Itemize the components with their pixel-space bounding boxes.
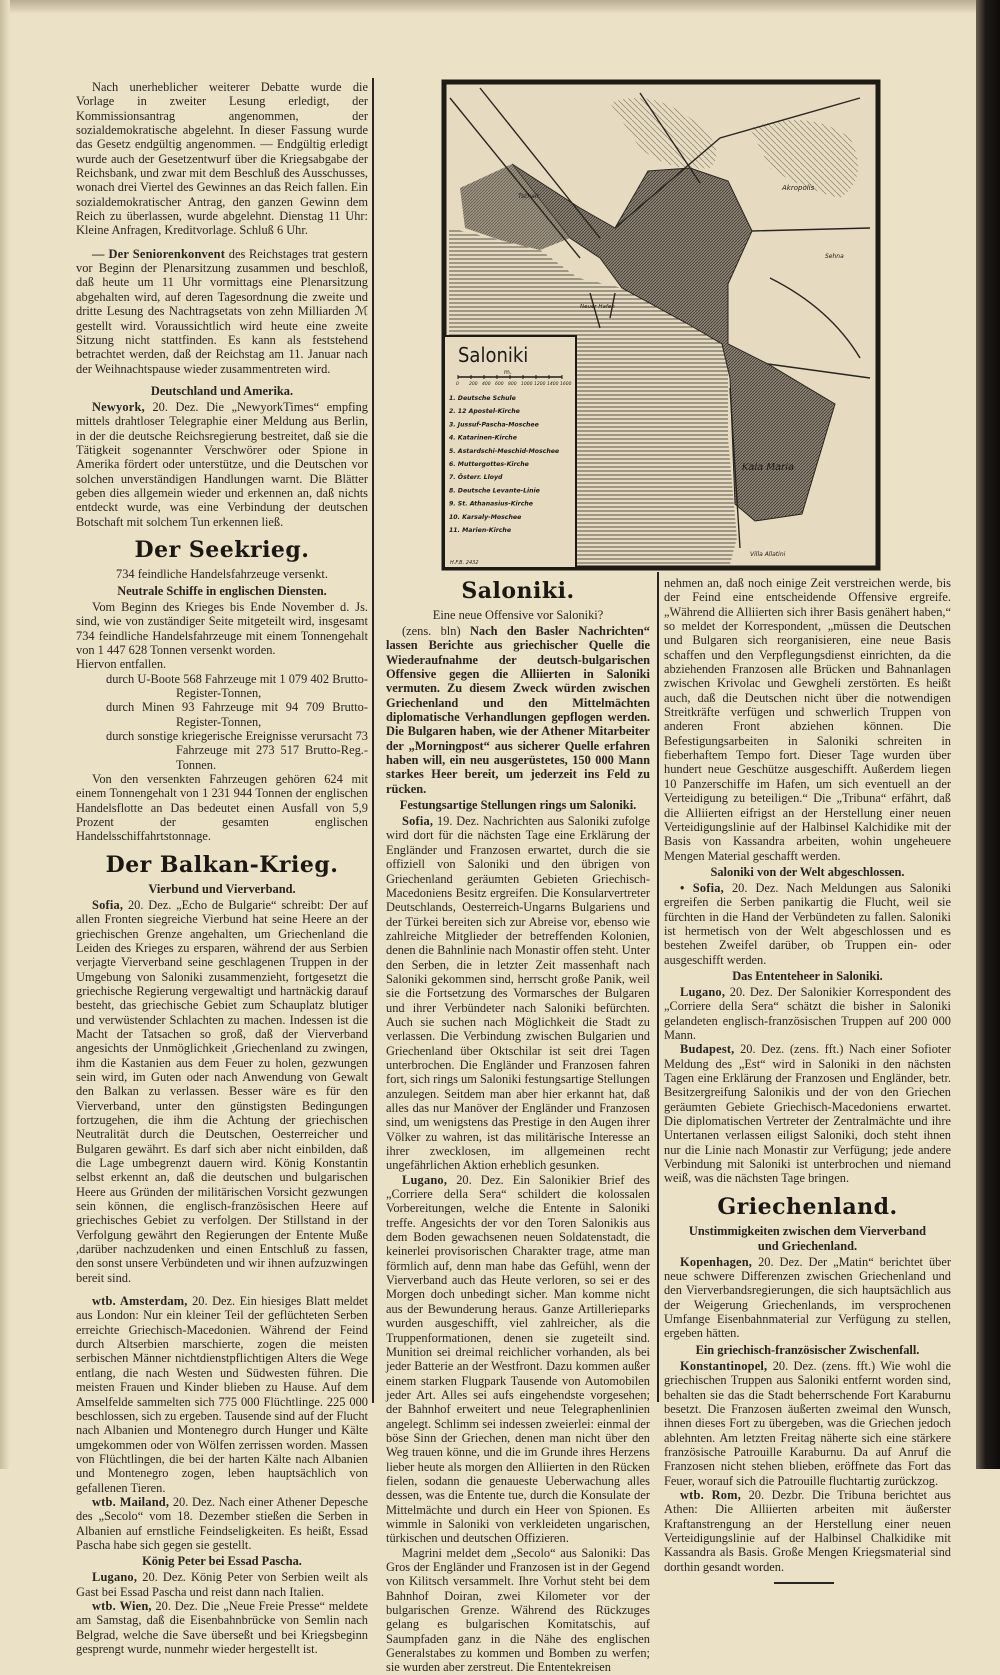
paragraph: Nach unerheblicher weiterer Debatte wurde die Vorlage in zweiter Lesung erledigt, der Kommissionsantrag angenommen, der sozialdemokratische abgelehnt. In dieser Fassung wurde das Gesetz endgültig angenommen. — Endgültig erledigt wurde auch der Gesetzentwurf über die Kriegsabgabe der Reichsbank, und zwar mit dem Beschluß des Ausschusses, wonach drei Viertel des Gewinnes an das Reich fallen. Ein sozialdemokratischer Antrag, den ganzen Gewinn dem Reich zu überlassen, wurde abgelehnt. Dienstag 11 Uhr: Kleine Anfragen, Kreditvorlage. Schluß 6 Uhr. — [76, 80, 368, 238]
map-label-villa: Villa Allatini — [750, 551, 786, 558]
map-legend-item: 4. Katarinen-Kirche — [449, 434, 517, 442]
headline: Der Balkan-Krieg. — [105, 851, 339, 878]
dateline: Sofia, — [402, 814, 434, 829]
subheading: Deutschland und Amerika. — [150, 383, 294, 398]
paragraph — [76, 1570, 368, 1599]
text: 20. Dez. (zens. fft.) Nach einer Sofioter Meldung des „Est“ wird in Saloniki in den nächsten Tagen eine Erklärung der Franzosen und Engländer, betr. Besitzergreifung Salonikis und der von den Griechen geräumten Gebiete Griechisch-Macedoniens erwartet. Die diplomatischen Vertreter der Zentralmächte und ihre Untertanen verlassen eiligst Saloniki, doch steht ihnen nur die Linie nach Monastir zur Verfügung; jede andere Verbindung mit Saloniki ist unterbrochen und niemand weiß, was die nächsten Tage bringen. — [664, 1042, 951, 1186]
dateline: Lugano, — [680, 984, 726, 999]
paragraph — [76, 247, 368, 376]
paragraph — [664, 985, 951, 1042]
map-scale-label: 1000 — [521, 382, 533, 387]
text: 20. Dez. Nach Meldungen aus Saloniki ergreifen die Serben panikartig die Flucht, weil sie fürchten in die Hand der Verbündeten zu fallen. Saloniki ist hermetisch von der Welt abgeschlossen und es bestehen Zweifel darüber, ob Truppen ein- oder ausgeschifft werden. — [664, 880, 952, 967]
paragraph — [664, 1488, 951, 1574]
dateline: Sofia, — [92, 897, 124, 912]
text: 20. Dez. Die „Neue Freie Presse“ meldete am Samstag, daß die Eisenbahnbrücke von Semlin nach Belgrad, welche die Save überseßt und bei Kriegsbeginn gesprengt wurde, nunmehr wieder hergestellt ist. — [76, 1598, 368, 1656]
paragraph: Von den versenkten Fahrzeugen gehören 624 mit einem Tonnengehalt von 1 231 944 Tonnen der englischen Handelsflotte an Das bedeutet einen Ausfall von 5,9 Prozent der gesamten englischen Handelsschiffahrtstonnage. — [76, 772, 368, 844]
dateline: Kopenhagen, — [680, 1254, 753, 1269]
map-legend-item: 11. Marien-Kirche — [449, 527, 512, 534]
list-item: durch Minen 93 Fahrzeuge mit 94 709 Brutto-Register-Tonnen, — [106, 700, 368, 729]
paragraph: nehmen an, daß noch einige Zeit verstreichen werde, bis der Feind eine entscheidende Offensive ergreife. „Während die Alliierten sich ihrer Basis genähert haben,“ so meldet der Korrespondent, „müssen die Deutschen und Bulgaren sich reorganisieren, eine neue Basis schaffen und den Verpflegungsdienst einrichten, da die abziehenden Franzosen alle Brücken und Bahnanlagen zwischen Krivolac und Gewgheli zerstörten. Es heißt auch, daß die Deutschen nicht über die notwendigen Streitkräfte verfügen und schwerlich Truppen von anderen Front abziehen können. Die Befestigungsarbeiten in Saloniki schreiten in fieberhaftem Tempo fort. Dieser Tage wurden über hundert neue Geschütze ausgeschifft. Außerdem liegen 10 Panzerschiffe im Hafen, um sich eventuell an der Verteidigung zu beteiligen.“ Die „Tribuna“ erfährt, daß die Alliierten eifrigst an der Herstellung einer neuen Verteidigungslinie auf der Halbinsel Kalchidike mit der Basis von Kassandra arbeiten, wohin ungeheuere Mengen Material geschafft werden. — [664, 576, 951, 863]
map-label-sehna: Sehna — [825, 253, 844, 260]
subheading: Das Ententeheer in Saloniki. — [732, 968, 883, 983]
text: 20. Dez. Der „Matin“ berichtet über neue schwere Differenzen zwischen Griechenland und den Vierverbandsregierungen, die sich hauptsächlich aus der Weigerung Griechenlands, im versprochenen Umfange Eisenbahnmaterial zur Verfügung zu stellen, ergeben hätten. — [664, 1254, 951, 1341]
map-legend-item: 3. Jussuf-Pascha-Moschee — [449, 421, 539, 429]
text: 20. Dez. Ein hiesiges Blatt meldet aus London: Nur ein kleiner Teil der geflüchteten Serben erreichte Griechisch-Macedonien. Während der Feind durch Altserbien marschierte, zogen die meisten serbischen Männer nichtdienstpflichtigen Alters die Wege entlang, die nach Westen und Südwesten führen. Die meisten Frauen und Kinder blieben zu Hause. Auf dem Amselfelde sammelten sich 775 000 Flüchtlinge. 225 000 beschlossen, sich zu ergeben. Tausende sind auf der Flucht nach Albanien und Montenegro durch Hunger und Kälte umgekommen oder von Wölfen zerrissen worden. Massen von Flüchtlingen, die bei der harten Kälte nach Albanien und Montenegro zogen, leben hauptsächlich von gefallenen Tieren. — [76, 1294, 368, 1495]
dateline: Lugano, — [92, 1570, 138, 1585]
paragraph — [76, 400, 368, 529]
subheading: Eine neue Offensive vor Saloniki? — [432, 608, 604, 622]
map-label-akropolis: Akropolis — [782, 184, 815, 192]
map-scale-label: 800 — [508, 382, 517, 387]
text: 20. Dez. (zens. fft.) Wie wohl die griechischen Truppen aus Saloniki entfernt worden sind, behalten sie das die Stadt beherrschende Fort Karaburnu besetzt. Die Franzosen äußerten zweimal den Wunsch, ihnen dieses Fort zu übergeben, was die Griechen jedoch ablehnten. Am letzten Freitag näherte sich eine stärkere französische Patrouille Karaburnu. Da auf Anruf die Franzosen nicht stehen blieben, eröffnete das Fort das Feuer, worauf sich die Patrouille fluchtartig zurückzog. — [664, 1358, 951, 1488]
map-label-hafen: Neuer Hafen — [580, 304, 615, 310]
dateline: wtb. Amsterdam, — [92, 1294, 188, 1309]
page-edge-right — [976, 0, 1000, 1469]
text: Nach den Basler Nachrichten“ lassen Berichte aus griechischer Quelle die Wiederaufnahme der deutsch-bulgarischen Offensive gegen die Alliierten in Saloniki vermuten. Zu diesem Zweck würden zwischen Griechenland und den Mittelmächten diplomatische Verhandlungen gepflogen werden. Die Bulgaren haben, wie der Athener Mitarbeiter der „Morningpost“ aus sicherer Quelle erfahren haben will, ein neu ausgerüstetes, 150 000 Mann starkes Heer bereit, um jederzeit ins Feld zu rücken. — [386, 624, 650, 796]
dateline: wtb. Wien, — [92, 1598, 152, 1613]
subheading: Unstimmigkeiten zwischen dem Vierverband und Griechenland. — [688, 1223, 927, 1253]
map-legend-item: 7. Österr. Lloyd — [449, 474, 503, 482]
saloniki-map — [440, 78, 882, 572]
map-legend-item: 9. St. Athanasius-Kirche — [449, 500, 533, 508]
map-legend-item: 2. 12 Apostel-Kirche — [449, 408, 520, 416]
paragraph: Hiervon entfallen. — [76, 657, 167, 672]
headline: Griechenland. — [717, 1193, 898, 1220]
map-scale-unit: m. — [504, 369, 512, 376]
text: 20. Dez. Der Salonikier Korrespondent des „Corriere della Sera“ schätzt die bisher in Saloniki gelandeten englisch-französischen Truppen auf 200 000 Mann. — [664, 984, 951, 1042]
text: des Reichstages trat gestern vor Beginn der Plenarsitzung zusammen und beschloß, daß heute um 11 Uhr vormittags eine Plenarsitzung abgehalten wird, auf deren Tagesordnung die zweite und dritte Lesung des Nachtragsetats von zehn Milliarden ℳ gestellt wird. Voraussichtlich wird heute eine zweite Sitzung nicht stattfinden. Es kann als feststehend betrachtet werden, daß der Reichstag am 11. Januar nach der Weihnachtspause wieder zusammentreten wird. — [76, 246, 368, 376]
map-scale-label: 1600 — [560, 382, 572, 387]
text: 20. Dez. Nach einer Athener Depesche des „Secolo“ vom 18. Dezember stießen die Serben in Albanien auf ernstliche Feindseligkeiten. Es heißt, Essad Pascha habe sich gegen sie gestellt. — [76, 1494, 368, 1552]
text: 20. Dez. „Echo de Bulgarie“ schreibt: Der auf allen Fronten siegreiche Vierbund hat seine Heere an der griechischen Grenze angehalten, um Griechenland die Leiden des Krieges zu ersparen, während der aus Serbien verjagte Vierverband seine geschlagenen Truppen in der Umgebung von Saloniki zusammenzieht, fortgesetzt die griechische Regierung vergewaltigt und hartnäckig darauf besteht, das griechische Gebiet zum Schauplatz blutiger und verwüstender Schlachten zu machen. Indessen ist die Macht der Tatsachen so groß, daß der Vierverband angesichts der Unmöglichkeit ,Griechenland zu zwingen, ihm die Kastanien aus dem Feuer zu holen, gezwungen sein wird, im Guten oder nach Anwendung von Gewalt den Balkan zu verlassen. Besser wäre es für den Vierverband, unter den günstigsten Bedingungen fortzugehen, die ihm die Achtung der griechischen Neutralität durch die Deutschen, Oesterreicher und Bulgaren gewährt. Es darf sich aber nicht einbilden, daß die Lage umbegrenzt dauern wird. König Konstantin selbst erkennt an, daß die deutschen und bulgarischen Heere aus Gründen der militärischen Vorsicht gezwungen sein können, die englisch-französischen Heere auf griechisches Gebiet zu verfolgen. Der Stillstand in der Verfolgung gewährt den Regierungen der Entente Muße ,darüber nachzudenken und einen Entschluß zu fassen, den sonst unsere Verbündeten und wir ihnen aufzuzwingen bereit sind. — [76, 897, 368, 1285]
column-rule — [657, 572, 659, 1402]
map-scale-label: 1200 — [534, 382, 546, 387]
map-scale-label: 0 — [456, 382, 459, 387]
map-label-kala-maria: Kala Maria — [742, 462, 795, 473]
subheading: König Peter bei Essad Pascha. — [142, 1554, 302, 1569]
left-column — [76, 80, 368, 1656]
paragraph — [76, 1599, 368, 1656]
map-label-tschair: Tschair — [518, 193, 539, 200]
lead: — Der Seniorenkonvent — [92, 246, 226, 261]
column-rule — [372, 78, 374, 1403]
dateline: Budapest, — [680, 1042, 735, 1057]
map-scale-label: 1400 — [547, 382, 559, 387]
map-legend-item: 6. Muttergottes-Kirche — [449, 461, 529, 468]
headline: Der Seekrieg. — [134, 536, 310, 563]
subheading: Ein griechisch-französischer Zwischenfall. — [695, 1342, 920, 1357]
end-rule — [774, 1582, 834, 1584]
subheading: Neutrale Schiffe in englischen Diensten. — [117, 583, 327, 598]
dateline: wtb. Rom, — [680, 1487, 742, 1502]
paragraph: Magrini meldet dem „Secolo“ aus Saloniki: Das Gros der Engländer und Franzosen ist in der Gegend von Kilitsch versammelt. Ihre Vorhut steht bei dem Bahnhof Doiran, zwei Kilometer vor der bulgarischen Grenze. Während des Rückzuges gelang es bulgarischen Komitatschis, auf Saumpfaden ganz in die Nähe des englischen Generalstabes zu kommen und Bomben zu werfen; sie wurden aber zerstreut. Die Ententekreisen — [386, 1545, 650, 1675]
map-legend-item: 10. Karsaly-Moschee — [449, 513, 522, 521]
dateline: wtb. Mailand, — [92, 1494, 170, 1509]
dateline: Lugano, — [402, 1172, 448, 1187]
paragraph — [76, 1294, 368, 1495]
page-edge-top — [0, 0, 1000, 14]
list-item: durch sonstige kriegerische Ereignisse verursacht 73 Fahrzeuge mit 273 517 Brutto-Reg.-Tonnen. — [106, 729, 368, 772]
text: 19. Dez. Nachrichten aus Saloniki zufolge wird dort für die nächsten Tage eine Erklärung der Engländer und Franzosen erwartet, durch die sie offiziell von Saloniki und den übrigen von Griechenland geräumten Gebieten Griechisch-Macedoniens Besitz ergreifen. Die Konsularvertreter Deutschlands, Oesterreich-Ungarns Bulgariens und der Türkei bereiten sich zur Abreise vor, ebenso wie zahlreiche Mitglieder der betreffenden Kolonien, denen die Bahnlinie nach Monastir offen steht. Unter den Serben, die in letzter Zeit massenhaft nach Saloniki gekommen sind, herrscht große Panik, weil sie die Fortsetzung des Vormarsches der Bulgaren und ihrer Verbündeter nach Saloniki befürchten. Auch sie suchen nach Möglichkeit die Stadt zu verlassen. Die Verbindung zwischen Bulgarien und Griechenland über Oktschilar ist seit drei Tagen unterbrochen. Die Engländer und Franzosen fahren fort, sich rings um Saloniki festungsartige Stellungen anzulegen. Seitdem man aber hier erkannt hat, daß alles das nur Manöver der Engländer und Franzosen sind, um wenigstens das Prestige in den Augen ihrer Völker zu wahren, ist das militärische Interesse an ihrer zwecklosen, im allgemeinen recht ungefährlichen Aktion erheblich gesunken. — [386, 814, 650, 1173]
paragraph — [76, 1495, 368, 1552]
headline: Saloniki. — [461, 578, 575, 604]
map-scale-label: 200 — [469, 382, 478, 387]
dateline: (zens. bln) — [402, 624, 461, 638]
dateline: Konstantinopel, — [680, 1358, 768, 1373]
subheading: Saloniki von der Welt abgeschlossen. — [710, 864, 905, 879]
map-scale-label: 400 — [482, 382, 491, 387]
text: 20. Dez. Die „NewyorkTimes“ empfing mittels drahtloser Telegraphie einer Meldung aus Berlin, in der die deutsche Reichsregierung bestreitet, daß sie die Tätigkeit sogenannter Verschwörer oder Spione in Amerika fördert oder unterstütze, und die Deutschen vor solchen unverständigen Handlungen warnt. Die Blätter geben dies allgemein wieder und erkennen an, daß nichts entdeckt wurde, was eine Verbindung der deutschen Botschaft mit solchem Tun erkennen ließ. — [76, 399, 368, 529]
paragraph — [664, 881, 951, 967]
middle-column — [386, 576, 650, 1675]
map-legend-item: 5. Astardschi-Meschid-Moschee — [449, 447, 560, 455]
map-code: H.F.B. 2432 — [450, 560, 479, 566]
text: 20. Dezbr. Die Tribuna berichtet aus Athen: Die Alliierten arbeiten mit äußerster Kraftanstrengung an der Herstellung einer neuen Verteidigungslinie auf der Halbinsel Chalkidike mit Kassandra als Basis. Große Mengen Kriegsmaterial sind dorthin gesandt worden. — [664, 1487, 951, 1574]
dateline: • Sofia, — [680, 880, 724, 895]
text: 20. Dez. Ein Salonikier Brief des „Corriere della Sera“ schildert die kolossalen Vorbereitungen, welche die Entente in Saloniki treffe. Angesichts der vor den Toren Salonikis aus dem Boden gewachsenen neuen Soldatenstadt, die keinerlei provisorischen Charakter trage, atme man förmlich auf, denn man habe das Gefühl, wenn der Vierverband auch das Heute verloren, so sei er des Morgen doch unbedingt sicher. Man komme nicht aus der Bewunderung heraus. Ganze Artillerieparks wurden ausgeschifft, viel zahlreicher, als die Truppenformationen, denen sie zugeteilt sind. Munition sei dreimal reichlicher vorhanden, als bei jeder Batterie an der Westfront. Dazu kommen außer einem starken Flugpark Tausende von Automobilen jeder Art. Alles sei aufs eingehendste vorgesehen; der Bahnhof erweitert und neue Telegraphenlinien angelegt. Schlimm sei indessen zweierlei: einmal der böse Sinn der Griechen, denen man nicht über den Weg trauen könne, und die im Grunde ihres Herzens lieber heute als morgen den Alliierten in den Rücken fielen, sodann die genaueste Ueberwachung alles dessen, was die Entente tue, durch die Konsulate der Mittelmächte und durch ein Heer von Spionen. Es wimmle in Saloniki von verkleideten ungarischen, türkischen und deutschen Offizieren. — [386, 1172, 650, 1546]
paragraph — [386, 624, 650, 796]
list-item: durch U-Boote 568 Fahrzeuge mit 1 079 402 Brutto-Register-Tonnen, — [106, 671, 368, 701]
right-column — [664, 576, 951, 1584]
paragraph — [386, 814, 650, 1173]
subheading: 734 feindliche Handelsfahrzeuge versenkt. — [116, 566, 328, 581]
paragraph — [664, 1255, 951, 1341]
paragraph — [386, 1173, 650, 1546]
map-legend-item: 1. Deutsche Schule — [449, 395, 516, 402]
dateline: Newyork, — [92, 399, 145, 414]
subheading: Vierbund und Vierverband. — [148, 881, 296, 896]
paragraph: Vom Beginn des Krieges bis Ende November d. Js. sind, wie von zuständiger Seite mitgeteilt wird, insgesamt 734 feindliche Handelsfahrzeuge mit einem Tonnengehalt von 1 447 628 Tonnen versenkt worden. — [76, 599, 368, 657]
page-edge-left — [0, 0, 10, 1469]
map-title: Saloniki — [458, 343, 529, 367]
paragraph — [664, 1042, 951, 1185]
subheading: Festungsartige Stellungen rings um Saloniki. — [399, 798, 637, 813]
map-legend-item: 8. Deutsche Levante-Linie — [449, 487, 540, 495]
map-scale-label: 600 — [495, 382, 504, 387]
paragraph — [76, 898, 368, 1285]
text: 20. Dez. König Peter von Serbien weilt als Gast bei Essad Pascha und reist dann nach Italien. — [76, 1570, 368, 1599]
